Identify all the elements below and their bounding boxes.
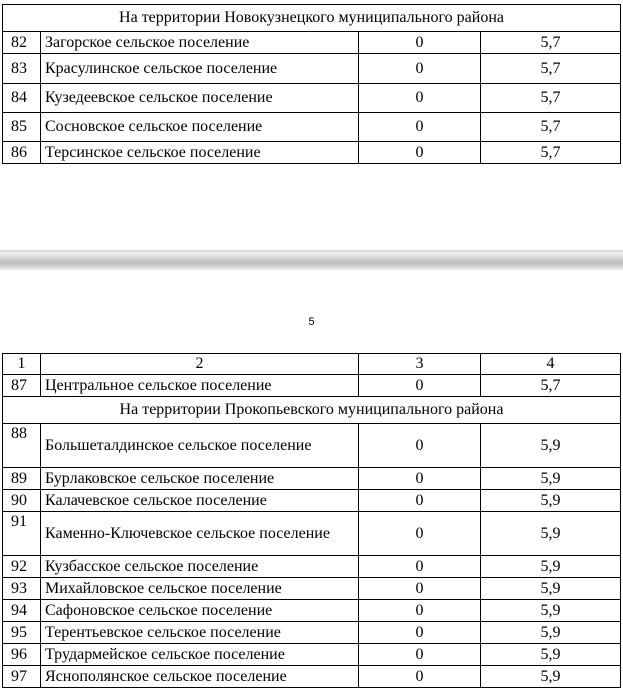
settlement-name: Бурлаковское сельское поселение bbox=[41, 468, 359, 490]
settlement-name: Кузедеевское сельское поселение bbox=[41, 84, 359, 113]
column-4-value: 5,9 bbox=[481, 512, 621, 556]
settlement-name: Яснополянское сельское поселение bbox=[41, 666, 359, 688]
row-number: 94 bbox=[3, 600, 41, 622]
page-break bbox=[0, 252, 623, 270]
settlement-name: Терентьевское сельское поселение bbox=[41, 622, 359, 644]
settlement-name: Сосновское сельское поселение bbox=[41, 113, 359, 142]
column-header-row bbox=[3, 354, 621, 375]
column-3-value: 0 bbox=[359, 468, 481, 490]
column-3-value: 0 bbox=[359, 32, 481, 54]
settlement-name: Сафоновское сельское поселение bbox=[41, 600, 359, 622]
column-header: 4 bbox=[481, 354, 621, 375]
settlement-name: Михайловское сельское поселение bbox=[41, 578, 359, 600]
column-4-value: 5,7 bbox=[481, 113, 621, 142]
row-number: 95 bbox=[3, 622, 41, 644]
table-row bbox=[3, 54, 621, 84]
row-number: 97 bbox=[3, 666, 41, 688]
settlement-name: Терсинское сельское поселение bbox=[41, 142, 359, 164]
column-4-value: 5,7 bbox=[481, 84, 621, 113]
settlement-name: Калачевское сельское поселение bbox=[41, 490, 359, 512]
row-number: 85 bbox=[3, 113, 41, 142]
column-3-value: 0 bbox=[359, 142, 481, 164]
column-3-value: 0 bbox=[359, 644, 481, 666]
column-header: 2 bbox=[41, 354, 359, 375]
page-number: 5 bbox=[308, 316, 315, 328]
column-3-value: 0 bbox=[359, 54, 481, 84]
settlement-name: Каменно-Ключевское сельское поселение bbox=[41, 512, 359, 556]
row-number: 96 bbox=[3, 644, 41, 666]
row-number: 86 bbox=[3, 142, 41, 164]
table-row bbox=[3, 512, 621, 556]
column-4-value: 5,9 bbox=[481, 468, 621, 490]
settlement-name: Кузбасское сельское поселение bbox=[41, 556, 359, 578]
table-row bbox=[3, 644, 621, 666]
column-4-value: 5,7 bbox=[481, 54, 621, 84]
settlement-name: Центральное сельское поселение bbox=[41, 375, 359, 397]
table-row bbox=[3, 490, 621, 512]
row-number: 84 bbox=[3, 84, 41, 113]
column-3-value: 0 bbox=[359, 84, 481, 113]
column-4-value: 5,9 bbox=[481, 490, 621, 512]
table-row bbox=[3, 113, 621, 142]
column-4-value: 5,9 bbox=[481, 600, 621, 622]
table-row bbox=[3, 578, 621, 600]
top-table bbox=[2, 4, 621, 164]
row-number: 88 bbox=[3, 424, 41, 468]
column-3-value: 0 bbox=[359, 113, 481, 142]
table-row bbox=[3, 468, 621, 490]
column-3-value: 0 bbox=[359, 512, 481, 556]
table-row bbox=[3, 142, 621, 164]
column-4-value: 5,7 bbox=[481, 142, 621, 164]
section-header-row bbox=[3, 5, 621, 32]
column-4-value: 5,9 bbox=[481, 644, 621, 666]
column-3-value: 0 bbox=[359, 490, 481, 512]
row-number: 90 bbox=[3, 490, 41, 512]
settlement-name: Трудармейское сельское поселение bbox=[41, 644, 359, 666]
table-row bbox=[3, 622, 621, 644]
column-4-value: 5,9 bbox=[481, 578, 621, 600]
column-3-value: 0 bbox=[359, 375, 481, 397]
table-row bbox=[3, 375, 621, 397]
settlement-name: Красулинское сельское поселение bbox=[41, 54, 359, 84]
column-header: 1 bbox=[3, 354, 41, 375]
column-4-value: 5,9 bbox=[481, 556, 621, 578]
row-number: 87 bbox=[3, 375, 41, 397]
table-row bbox=[3, 556, 621, 578]
table-row bbox=[3, 32, 621, 54]
section-header-row bbox=[3, 397, 621, 424]
column-4-value: 5,7 bbox=[481, 375, 621, 397]
row-number: 89 bbox=[3, 468, 41, 490]
column-3-value: 0 bbox=[359, 622, 481, 644]
table-row bbox=[3, 84, 621, 113]
settlement-name: Большеталдинское сельское поселение bbox=[41, 424, 359, 468]
column-3-value: 0 bbox=[359, 600, 481, 622]
table-row bbox=[3, 424, 621, 468]
bottom-table bbox=[2, 353, 621, 688]
row-number: 82 bbox=[3, 32, 41, 54]
column-4-value: 5,9 bbox=[481, 424, 621, 468]
column-4-value: 5,9 bbox=[481, 622, 621, 644]
column-header: 3 bbox=[359, 354, 481, 375]
settlement-name: Загорское сельское поселение bbox=[41, 32, 359, 54]
table-row bbox=[3, 600, 621, 622]
section-title: На территории Прокопьевского муниципального района bbox=[3, 397, 621, 424]
column-3-value: 0 bbox=[359, 424, 481, 468]
row-number: 91 bbox=[3, 512, 41, 556]
section-title: На территории Новокузнецкого муниципального района bbox=[3, 5, 621, 32]
row-number: 93 bbox=[3, 578, 41, 600]
table-row bbox=[3, 666, 621, 688]
column-3-value: 0 bbox=[359, 666, 481, 688]
column-4-value: 5,7 bbox=[481, 32, 621, 54]
column-3-value: 0 bbox=[359, 556, 481, 578]
column-3-value: 0 bbox=[359, 578, 481, 600]
row-number: 92 bbox=[3, 556, 41, 578]
row-number: 83 bbox=[3, 54, 41, 84]
column-4-value: 5,9 bbox=[481, 666, 621, 688]
